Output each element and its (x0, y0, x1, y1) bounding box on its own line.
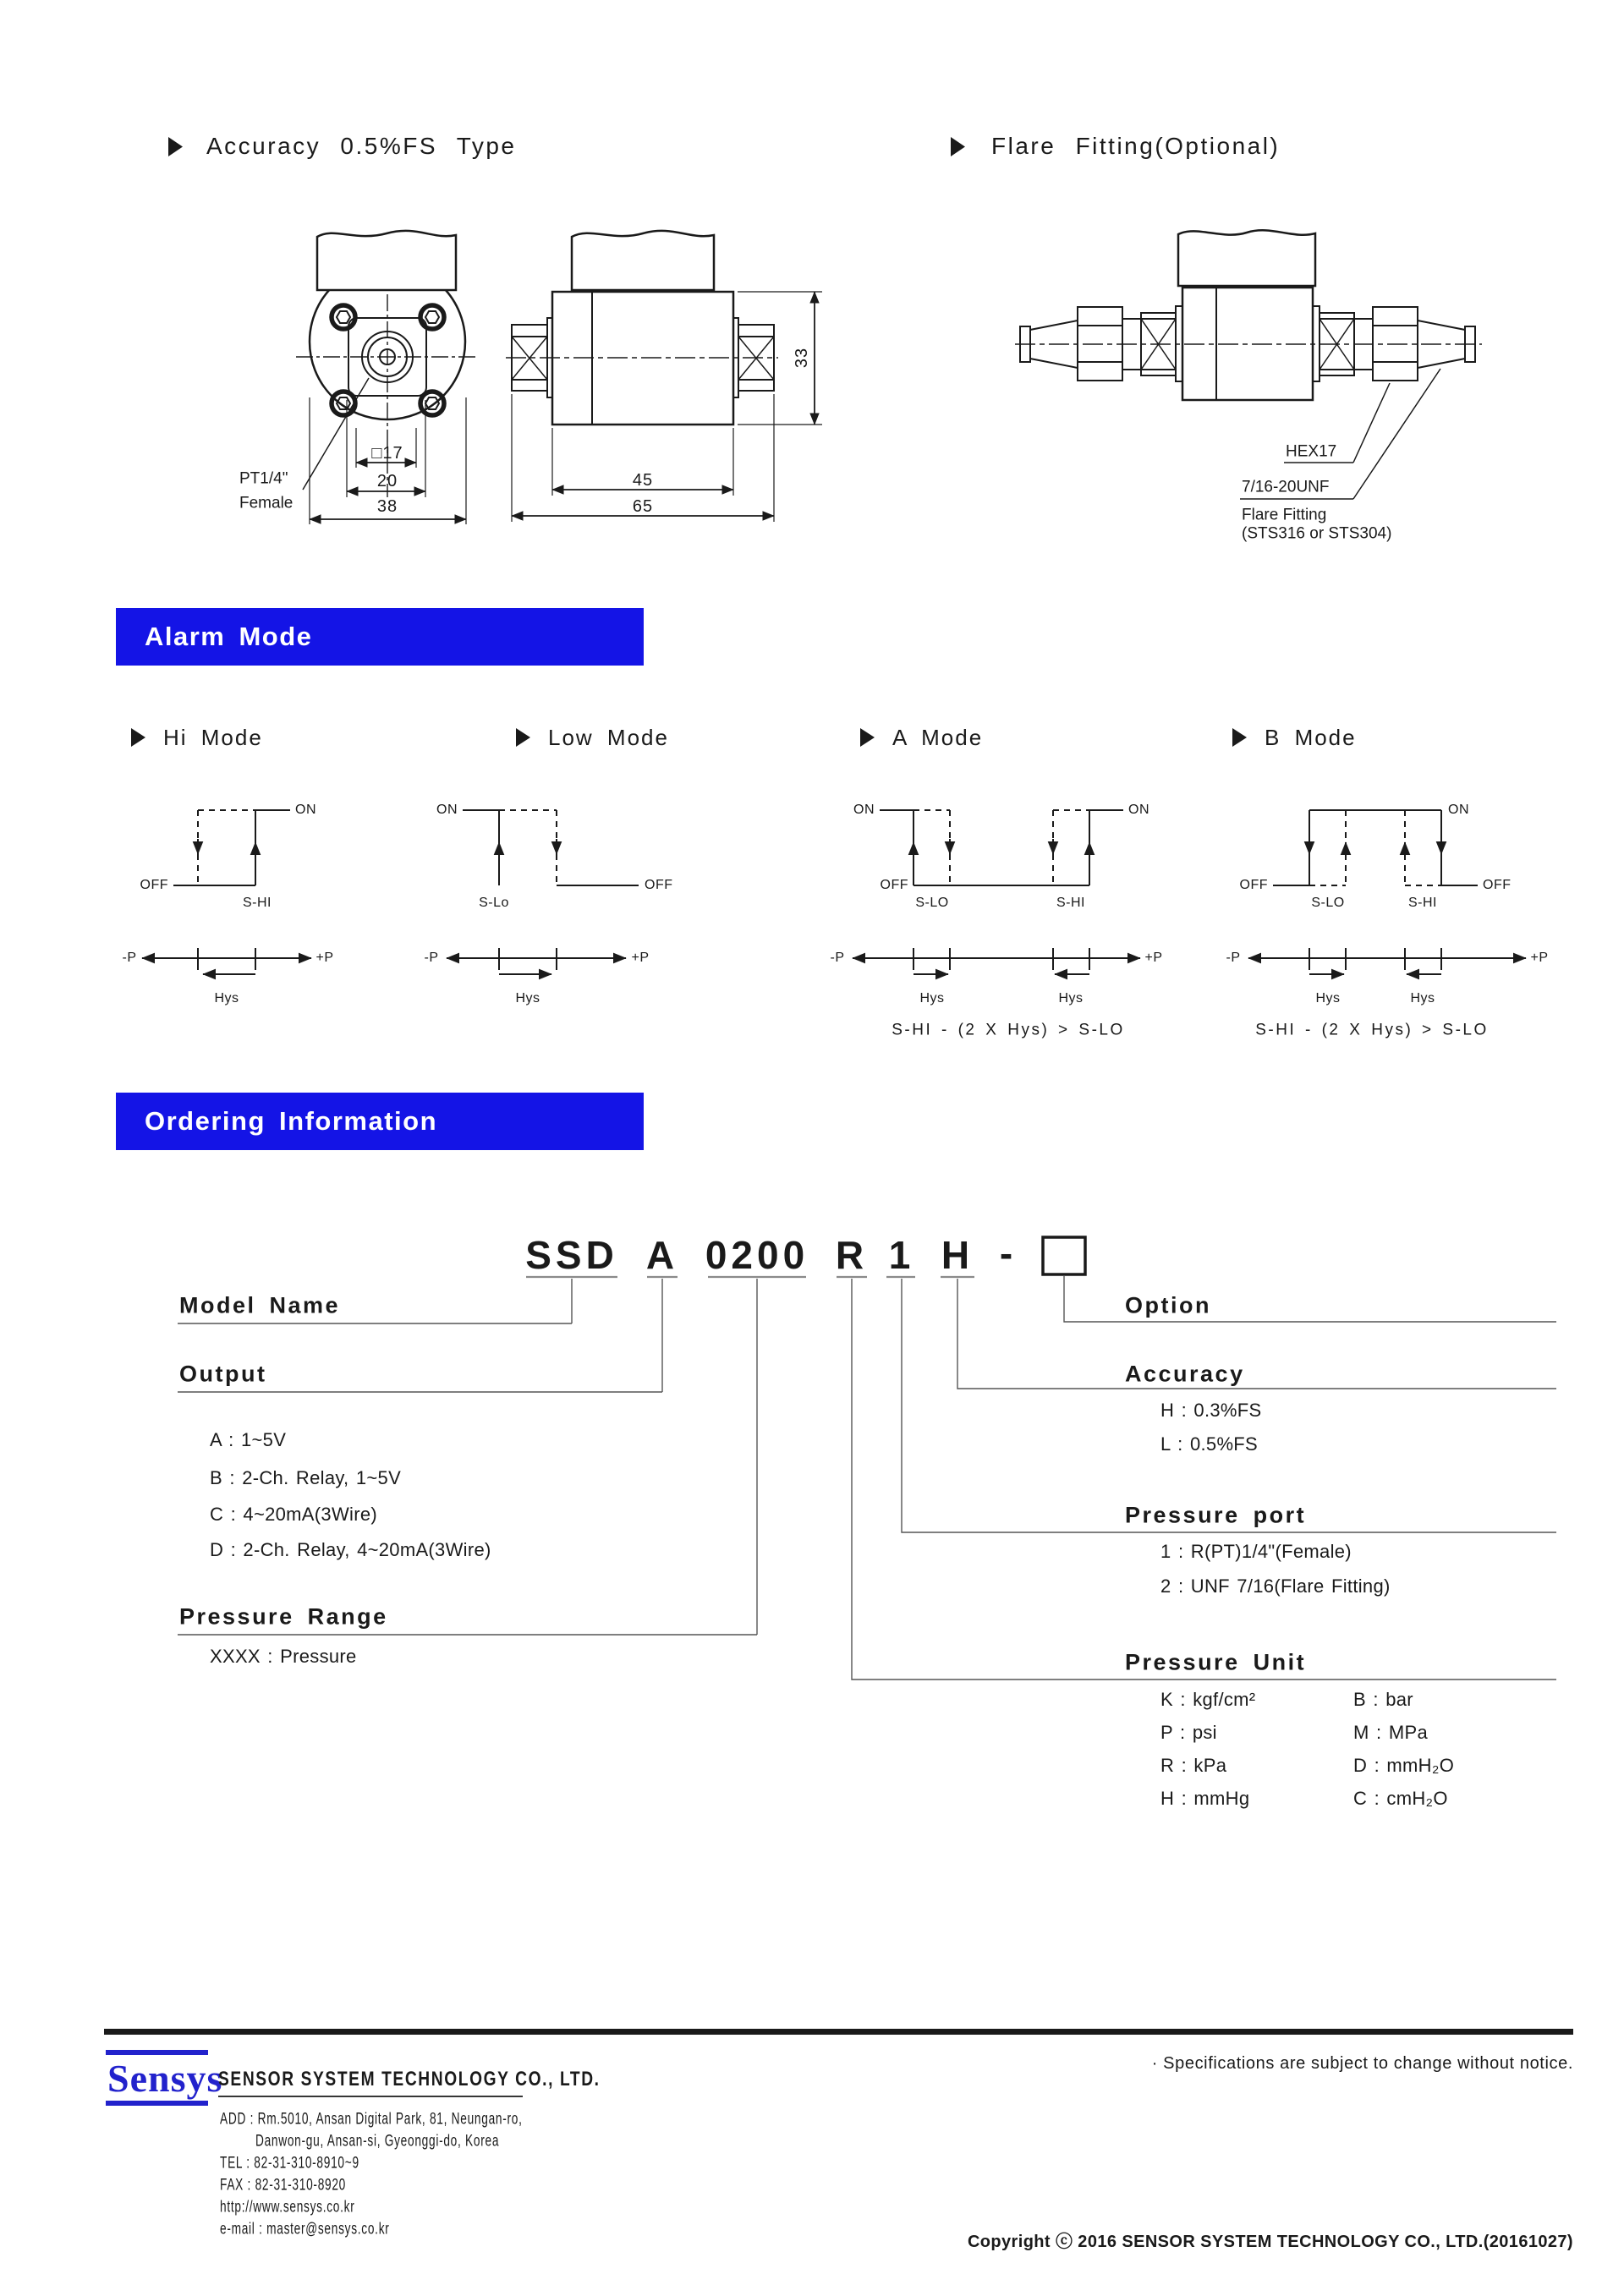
low-negp-label: -P (424, 951, 439, 965)
a-negp-label: -P (830, 951, 845, 965)
flare-fitting-drawing (1015, 230, 1482, 499)
flare-name-label: Flare Fitting (1242, 506, 1327, 524)
low-on-label: ON (436, 803, 458, 817)
pressure-port-item-1: 1 : R(PT)1/4"(Female) (1160, 1541, 1352, 1562)
code-dash: - (999, 1231, 1018, 1275)
a-mode-diagram (853, 810, 1140, 974)
option-box-icon (1043, 1237, 1085, 1274)
output-item-b: B : 2-Ch. Relay, 1~5V (210, 1467, 402, 1488)
footer-email: e-mail : master@sensys.co.kr (220, 2220, 390, 2238)
heading-accuracy-type: Accuracy 0.5%FS Type (206, 133, 517, 159)
pressure-unit-label: Pressure Unit (1125, 1649, 1307, 1675)
front-dim-20: 20 (376, 472, 398, 490)
pressure-unit-p: P : psi (1160, 1722, 1217, 1743)
code-accuracy: H (941, 1233, 974, 1277)
front-port-label-2: Female (239, 494, 294, 512)
model-name-label: Model Name (179, 1292, 341, 1318)
a-hys-right-label: Hys (1058, 991, 1084, 1006)
pressure-unit-c: C : cmH₂O (1353, 1788, 1448, 1809)
footer-address-1: ADD : Rm.5010, Ansan Digital Park, 81, Neungan-ro, (220, 2110, 523, 2129)
footer-tel: TEL : 82-31-310-8910~9 (220, 2154, 359, 2173)
footer-address-2: Danwon-gu, Ansan-si, Gyeonggi-do, Korea (255, 2132, 500, 2151)
a-slo-label: S-LO (915, 896, 949, 910)
a-off-label: OFF (880, 878, 908, 892)
hi-negp-label: -P (122, 951, 137, 965)
footer-fax: FAX : 82-31-310-8920 (220, 2176, 347, 2195)
pressure-unit-h: H : mmHg (1160, 1788, 1250, 1809)
hi-on-label: ON (295, 803, 316, 817)
code-range: 0200 (705, 1233, 809, 1277)
side-dim-33: 33 (793, 347, 811, 369)
a-hys-left-label: Hys (919, 991, 945, 1006)
low-mode-title: Low Mode (548, 725, 669, 750)
b-mode-title: B Mode (1265, 725, 1357, 750)
a-on-right-label: ON (1128, 803, 1149, 817)
heading-flare-fitting: Flare Fitting(Optional) (991, 133, 1281, 159)
b-shi-label: S-HI (1408, 896, 1437, 910)
a-shi-label: S-HI (1056, 896, 1085, 910)
a-posp-label: +P (1144, 951, 1163, 965)
hi-hys-label: Hys (214, 991, 239, 1006)
b-off-left-label: OFF (1239, 878, 1268, 892)
pressure-port-label: Pressure port (1125, 1502, 1307, 1528)
accuracy-label: Accuracy (1125, 1361, 1245, 1387)
low-off-label: OFF (645, 878, 673, 892)
pressure-unit-m: M : MPa (1353, 1722, 1428, 1743)
hi-posp-label: +P (315, 951, 334, 965)
b-off-right-label: OFF (1483, 878, 1512, 892)
pressure-range-item: XXXX : Pressure (210, 1646, 357, 1667)
company-name: SENSOR SYSTEM TECHNOLOGY CO., LTD. (218, 2068, 601, 2091)
alarm-mode-section-bar (116, 608, 644, 666)
output-label: Output (179, 1361, 267, 1387)
flare-hex-label: HEX17 (1286, 442, 1337, 461)
flare-material-label: (STS316 or STS304) (1242, 524, 1392, 543)
b-hys-right-label: Hys (1410, 991, 1435, 1006)
b-on-label: ON (1448, 803, 1469, 817)
side-dim-65: 65 (632, 497, 654, 516)
pressure-port-item-2: 2 : UNF 7/16(Flare Fitting) (1160, 1575, 1391, 1597)
code-unit: R (835, 1233, 869, 1277)
front-dim-38: 38 (376, 497, 398, 516)
output-item-a: A : 1~5V (210, 1429, 287, 1450)
output-item-d: D : 2-Ch. Relay, 4~20mA(3Wire) (210, 1539, 491, 1560)
low-mode-diagram (447, 810, 639, 974)
hi-mode-diagram (142, 810, 311, 974)
a-on-left-label: ON (853, 803, 875, 817)
sensys-logo: Sensys (107, 2057, 223, 2100)
spec-change-note: · Specifications are subject to change without notice. (1151, 2054, 1573, 2073)
footer-web: http://www.sensys.co.kr (220, 2198, 355, 2217)
a-mode-formula: S-HI - (2 X Hys) > S-LO (892, 1021, 1125, 1039)
accuracy-item-h: H : 0.3%FS (1160, 1400, 1262, 1421)
b-hys-left-label: Hys (1315, 991, 1341, 1006)
code-model: SSD (525, 1233, 618, 1277)
b-slo-label: S-LO (1311, 896, 1345, 910)
pressure-range-label: Pressure Range (179, 1603, 388, 1630)
front-dim-17: □17 (371, 444, 403, 463)
ordering-section-title: Ordering Information (145, 1106, 437, 1136)
ordering-section-bar (116, 1093, 644, 1150)
code-port: 1 (888, 1233, 915, 1277)
footer-divider (104, 2029, 1573, 2035)
b-mode-formula: S-HI - (2 X Hys) > S-LO (1255, 1021, 1489, 1039)
low-posp-label: +P (631, 951, 650, 965)
output-item-c: C : 4~20mA(3Wire) (210, 1504, 377, 1525)
option-label: Option (1125, 1292, 1211, 1318)
hi-off-label: OFF (140, 878, 168, 892)
low-setpoint-label: S-Lo (479, 896, 509, 910)
side-dim-45: 45 (632, 471, 654, 490)
pressure-unit-k: K : kgf/cm² (1160, 1689, 1256, 1710)
accuracy-item-l: L : 0.5%FS (1160, 1433, 1259, 1455)
code-output: A (645, 1233, 679, 1277)
flare-thread-label: 7/16-20UNF (1242, 478, 1330, 496)
copyright-line: Copyright ⓒ 2016 SENSOR SYSTEM TECHNOLOGY CO., LTD.(20161027) (967, 2233, 1573, 2251)
b-negp-label: -P (1226, 951, 1241, 965)
pressure-unit-b: B : bar (1353, 1689, 1413, 1710)
b-mode-diagram (1248, 810, 1526, 974)
alarm-mode-section-title: Alarm Mode (145, 622, 313, 651)
front-port-label: PT1/4" (239, 469, 288, 488)
pressure-unit-d: D : mmH₂O (1353, 1755, 1455, 1776)
a-mode-title: A Mode (892, 725, 984, 750)
hi-mode-title: Hi Mode (163, 725, 263, 750)
hi-setpoint-label: S-HI (243, 896, 272, 910)
side-view-drawing (506, 231, 822, 522)
pressure-unit-r: R : kPa (1160, 1755, 1227, 1776)
b-posp-label: +P (1530, 951, 1549, 965)
low-hys-label: Hys (515, 991, 540, 1006)
